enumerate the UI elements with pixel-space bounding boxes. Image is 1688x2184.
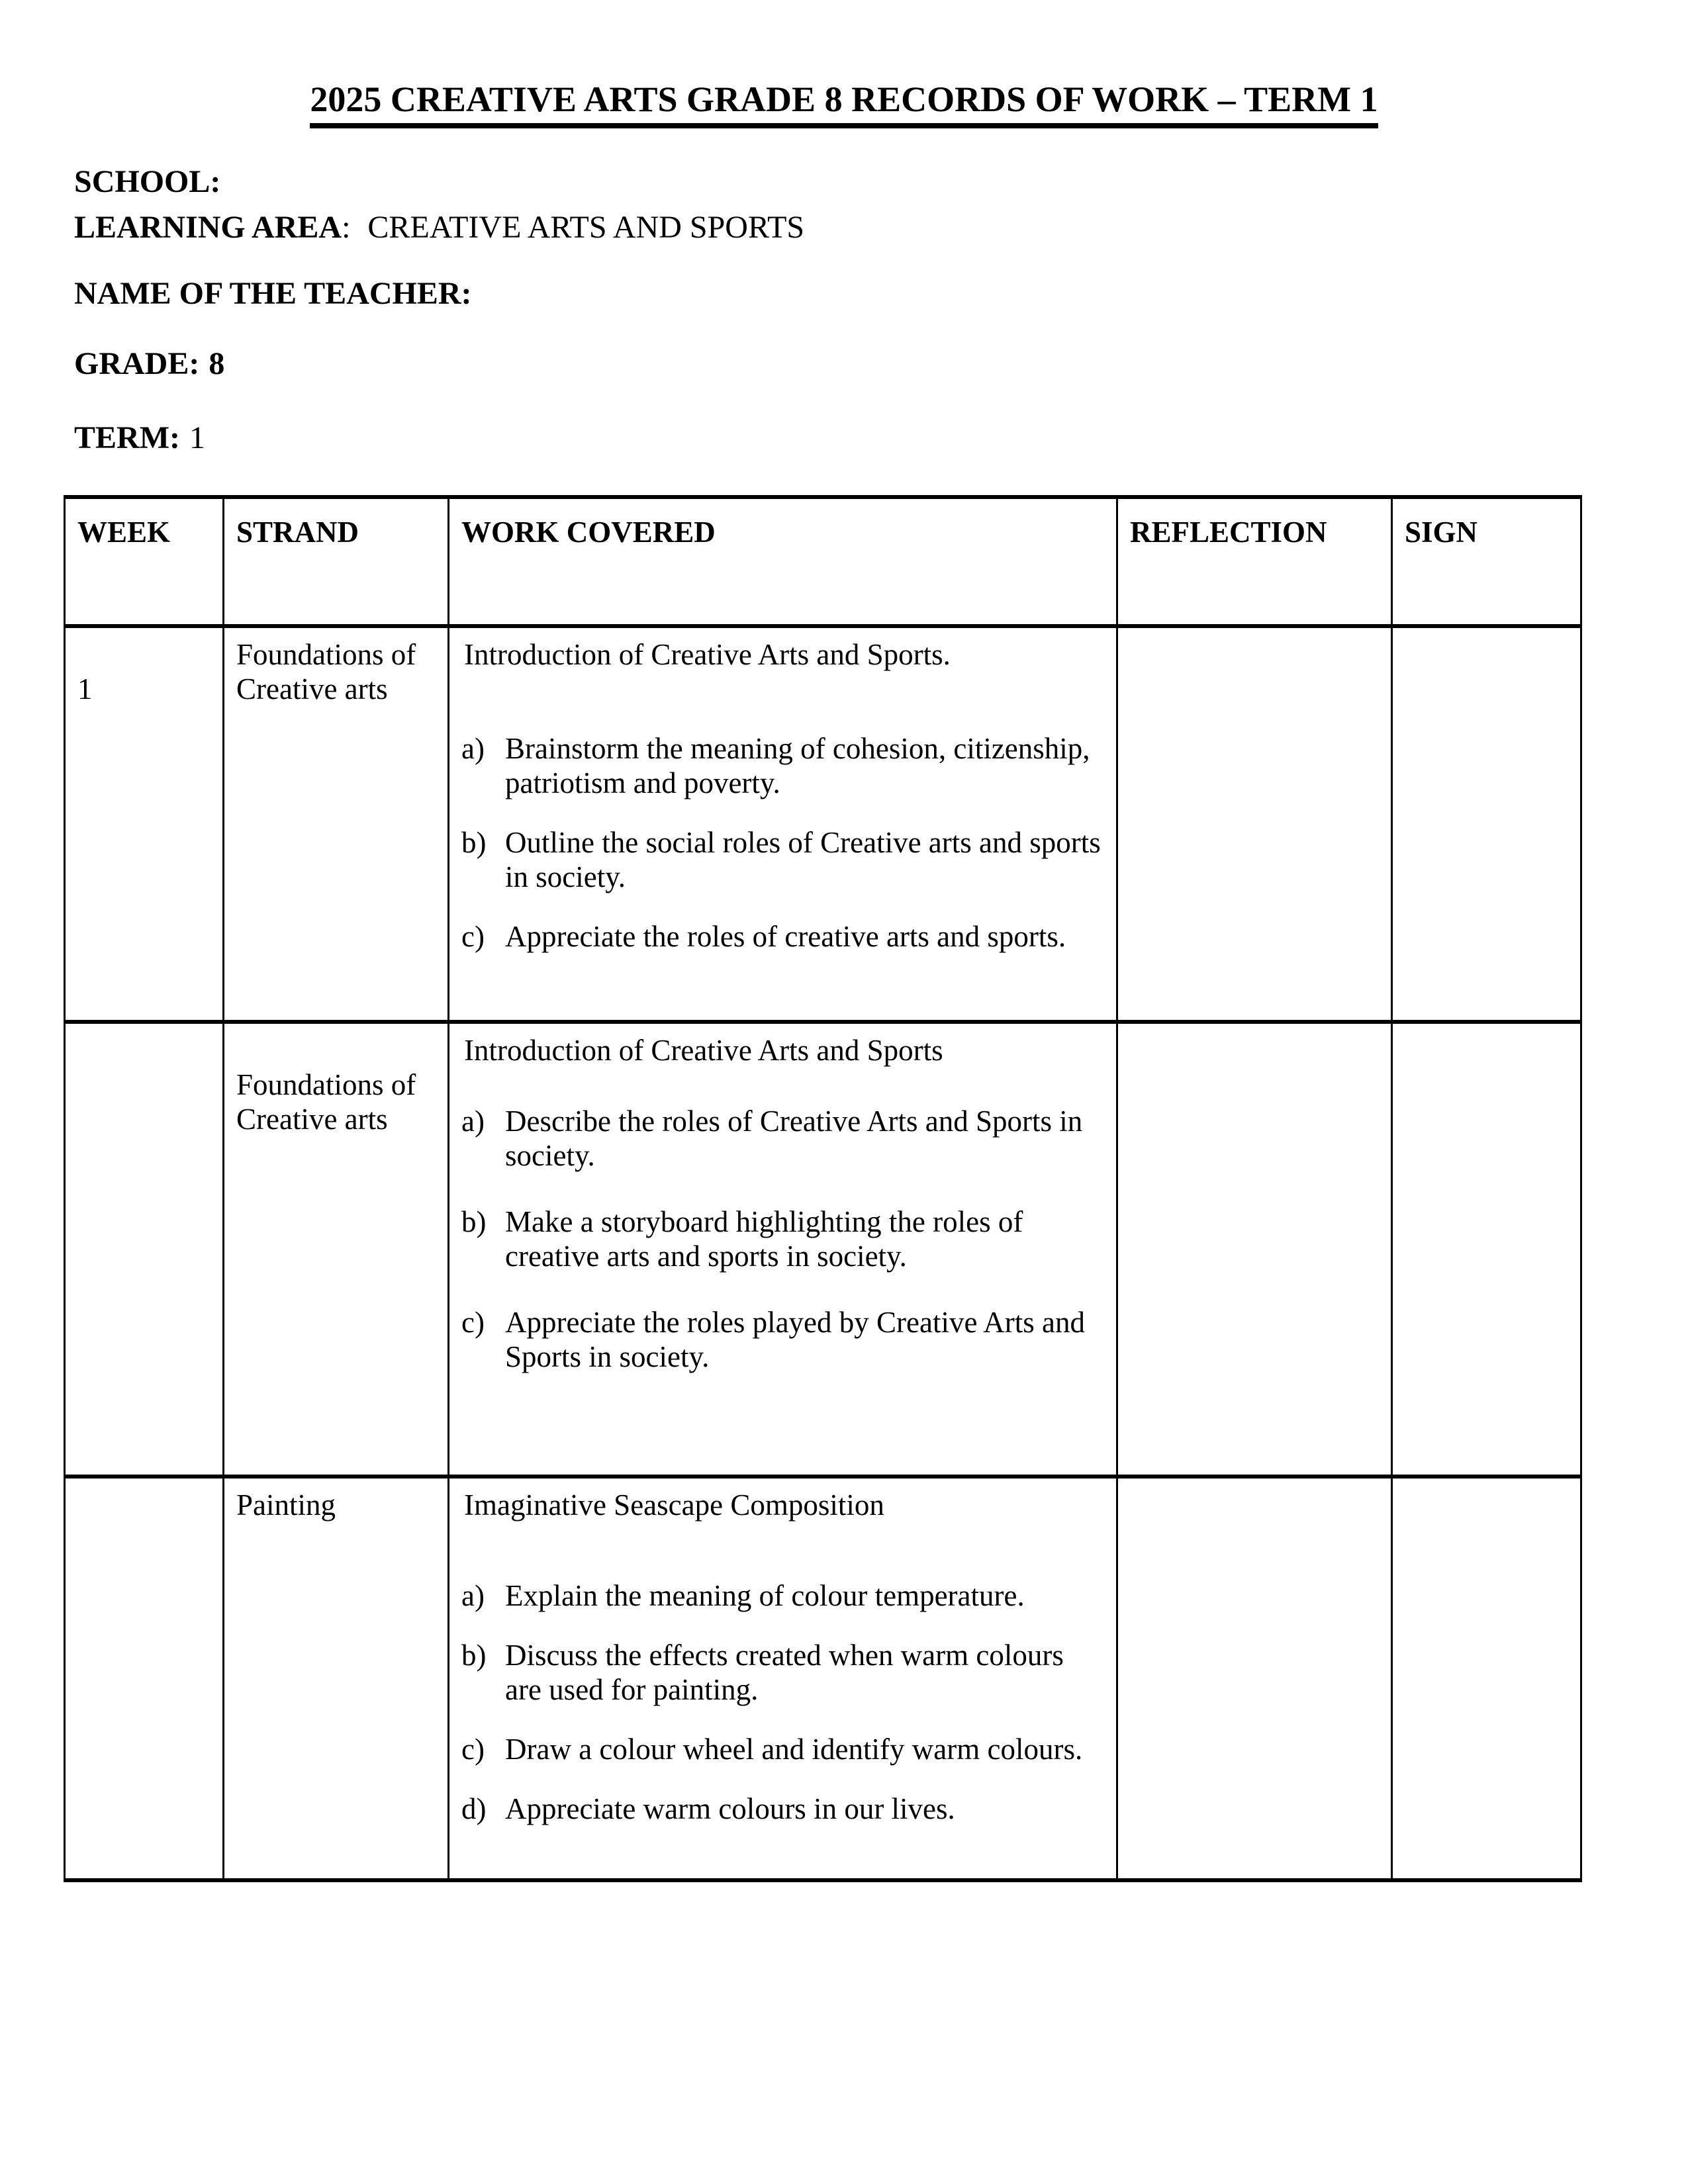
school-line — [74, 159, 1688, 205]
work-item-text: Describe the roles of Creative Arts and Sports in society. — [505, 1105, 1083, 1172]
table-row — [65, 1477, 1581, 1880]
table-row — [65, 1022, 1581, 1477]
col-header-work-covered: WORK COVERED — [449, 497, 1117, 626]
reflection-cell — [1117, 1022, 1392, 1477]
teacher-line — [74, 274, 1688, 314]
work-item — [461, 825, 1107, 894]
work-covered-cell — [449, 1022, 1117, 1477]
work-title: Introduction of Creative Arts and Sports — [464, 1034, 943, 1067]
school-label: SCHOOL: — [74, 164, 221, 199]
sign-cell — [1392, 1477, 1581, 1880]
work-item-text: Brainstorm the meaning of cohesion, citizenship, patriotism and poverty. — [505, 732, 1090, 799]
learning-area-colon: : — [342, 210, 351, 245]
work-item — [461, 1205, 1107, 1273]
work-item — [461, 731, 1107, 800]
work-item-label: a) — [461, 1579, 485, 1612]
col-header-week: WEEK — [65, 497, 224, 626]
strand-cell: Foundations of Creative arts — [224, 1022, 449, 1477]
term-label: TERM: — [74, 420, 180, 455]
page-title-text: 2025 CREATIVE ARTS GRADE 8 RECORDS OF WORK – TERM 1 — [310, 79, 1378, 128]
work-item-label: c) — [461, 1733, 485, 1766]
term-line — [74, 418, 1688, 458]
work-item-text: Appreciate warm colours in our lives. — [505, 1792, 955, 1825]
page-title — [0, 78, 1688, 120]
work-item — [461, 1792, 1107, 1826]
work-item-label: c) — [461, 920, 485, 953]
work-item-label: b) — [461, 1205, 487, 1238]
work-item — [461, 1305, 1107, 1374]
table-header-row — [65, 497, 1581, 626]
table-row — [65, 626, 1581, 1022]
term-value: 1 — [189, 420, 205, 455]
work-item-text: Outline the social roles of Creative arts and sports in society. — [505, 826, 1101, 893]
work-item-label: a) — [461, 732, 485, 765]
document-meta — [74, 159, 1688, 458]
learning-area-value: CREATIVE ARTS AND SPORTS — [367, 210, 805, 245]
sign-cell — [1392, 626, 1581, 1022]
reflection-cell — [1117, 626, 1392, 1022]
work-covered-cell — [449, 626, 1117, 1022]
work-item — [461, 1732, 1107, 1766]
work-item-label: c) — [461, 1306, 485, 1339]
work-item-label: b) — [461, 1639, 487, 1672]
learning-area-line — [74, 205, 1688, 250]
work-item — [461, 1578, 1107, 1613]
sign-cell — [1392, 1022, 1581, 1477]
learning-area-label: LEARNING AREA — [74, 210, 342, 245]
grade-line — [74, 344, 1688, 384]
work-item-text: Discuss the effects created when warm colours are used for painting. — [505, 1639, 1064, 1706]
work-item-text: Make a storyboard highlighting the roles of creative arts and sports in society. — [505, 1205, 1023, 1273]
work-item-text: Appreciate the roles played by Creative Arts and Sports in society. — [505, 1306, 1085, 1373]
work-item — [461, 1104, 1107, 1173]
work-item-text: Appreciate the roles of creative arts and sports. — [505, 920, 1066, 953]
week-cell — [65, 1477, 224, 1880]
col-header-sign: SIGN — [1392, 497, 1581, 626]
records-of-work-table — [64, 495, 1582, 1882]
work-item — [461, 919, 1107, 954]
strand-cell: Foundations of Creative arts — [224, 626, 449, 1022]
week-cell — [65, 1022, 224, 1477]
strand-cell: Painting — [224, 1477, 449, 1880]
col-header-strand: STRAND — [224, 497, 449, 626]
col-header-reflection: REFLECTION — [1117, 497, 1392, 626]
work-item — [461, 1638, 1107, 1707]
week-cell: 1 — [65, 626, 224, 1022]
work-title: Imaginative Seascape Composition — [464, 1488, 884, 1522]
work-item-text: Explain the meaning of colour temperature. — [505, 1579, 1025, 1612]
work-title: Introduction of Creative Arts and Sports. — [464, 638, 951, 671]
work-item-label: d) — [461, 1792, 487, 1825]
work-covered-cell — [449, 1477, 1117, 1880]
teacher-label: NAME OF THE TEACHER: — [74, 276, 472, 311]
reflection-cell — [1117, 1477, 1392, 1880]
grade-value: 8 — [209, 346, 225, 381]
grade-label: GRADE: — [74, 346, 200, 381]
work-item-label: a) — [461, 1105, 485, 1138]
school-block — [74, 159, 1688, 250]
work-item-label: b) — [461, 826, 487, 859]
work-item-text: Draw a colour wheel and identify warm colours. — [505, 1733, 1083, 1766]
